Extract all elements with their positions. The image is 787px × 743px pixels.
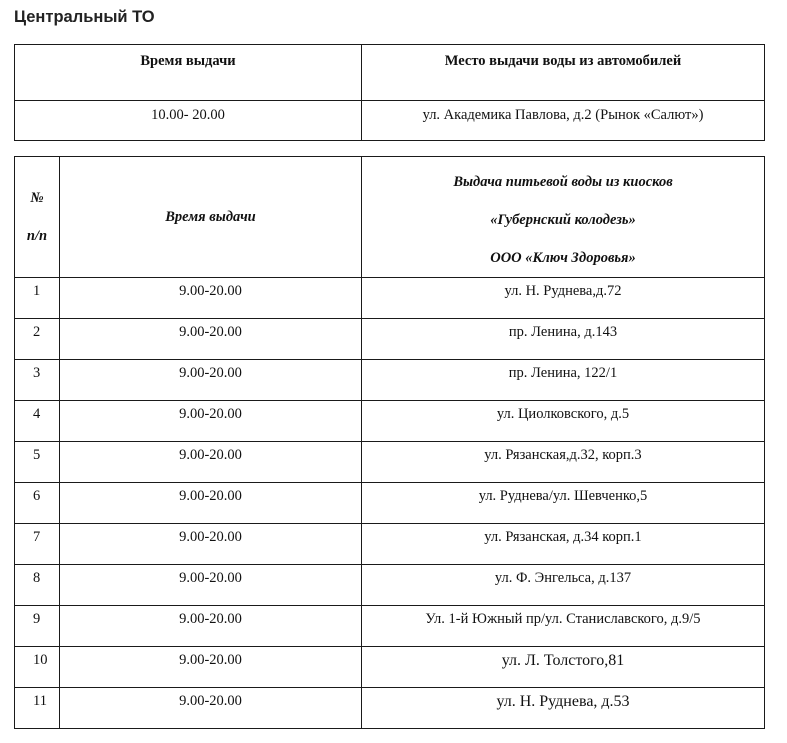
cell-time: 10.00- 20.00 bbox=[15, 101, 362, 141]
col-header-number bbox=[15, 157, 60, 278]
table-row bbox=[15, 524, 765, 565]
cell-number: 5 bbox=[15, 442, 60, 483]
cell-number: 10 bbox=[15, 647, 60, 688]
section-heading: Центральный ТО bbox=[14, 8, 155, 26]
cell-place: ул. Академика Павлова, д.2 (Рынок «Салют») bbox=[362, 101, 765, 141]
cell-time: 9.00-20.00 bbox=[60, 360, 362, 401]
cell-number: 9 bbox=[15, 606, 60, 647]
col-header-place bbox=[362, 157, 765, 278]
cell-number: 11 bbox=[15, 688, 60, 729]
table-row bbox=[15, 360, 765, 401]
col-header-place-line1: Выдача питьевой воды из киосков bbox=[453, 174, 673, 190]
table-row bbox=[15, 688, 765, 729]
cell-place: ул. Ф. Энгельса, д.137 bbox=[362, 565, 765, 606]
cell-time: 9.00-20.00 bbox=[60, 278, 362, 319]
cell-place: ул. Н. Руднева,д.72 bbox=[362, 278, 765, 319]
table-row bbox=[15, 101, 765, 141]
col-header-time: Время выдачи bbox=[60, 157, 362, 278]
table-row bbox=[15, 647, 765, 688]
cell-place: пр. Ленина, 122/1 bbox=[362, 360, 765, 401]
cell-place: ул. Циолковского, д.5 bbox=[362, 401, 765, 442]
col-header-number-line1: № bbox=[30, 190, 44, 206]
table-row bbox=[15, 319, 765, 360]
cell-time: 9.00-20.00 bbox=[60, 606, 362, 647]
cell-number: 4 bbox=[15, 401, 60, 442]
col-header-place-line3: ООО «Ключ Здоровья» bbox=[490, 250, 636, 266]
cell-number: 1 bbox=[15, 278, 60, 319]
col-header-place: Место выдачи воды из автомобилей bbox=[362, 45, 765, 101]
cell-time: 9.00-20.00 bbox=[60, 483, 362, 524]
cell-number: 2 bbox=[15, 319, 60, 360]
col-header-place-line2: «Губернский колодезь» bbox=[490, 212, 636, 228]
table-row bbox=[15, 565, 765, 606]
kiosk-distribution-table bbox=[14, 156, 765, 729]
cell-number: 3 bbox=[15, 360, 60, 401]
cell-place: Ул. 1-й Южный пр/ул. Станиславского, д.9/5 bbox=[362, 606, 765, 647]
truck-distribution-table bbox=[14, 44, 765, 141]
table-row bbox=[15, 483, 765, 524]
cell-time: 9.00-20.00 bbox=[60, 401, 362, 442]
table-header-row bbox=[15, 157, 765, 278]
cell-number: 8 bbox=[15, 565, 60, 606]
cell-number: 6 bbox=[15, 483, 60, 524]
cell-place: ул. Рязанская, д.34 корп.1 bbox=[362, 524, 765, 565]
cell-place: ул. Н. Руднева, д.53 bbox=[362, 688, 765, 729]
table-row bbox=[15, 442, 765, 483]
col-header-number-line2: п/п bbox=[26, 228, 48, 244]
cell-place: ул. Л. Толстого,81 bbox=[362, 647, 765, 688]
cell-place: пр. Ленина, д.143 bbox=[362, 319, 765, 360]
cell-time: 9.00-20.00 bbox=[60, 688, 362, 729]
cell-place: ул. Рязанская,д.32, корп.3 bbox=[362, 442, 765, 483]
col-header-time: Время выдачи bbox=[15, 45, 362, 101]
cell-number: 7 bbox=[15, 524, 60, 565]
table-row bbox=[15, 401, 765, 442]
cell-time: 9.00-20.00 bbox=[60, 565, 362, 606]
table-row bbox=[15, 278, 765, 319]
cell-time: 9.00-20.00 bbox=[60, 442, 362, 483]
cell-time: 9.00-20.00 bbox=[60, 647, 362, 688]
cell-time: 9.00-20.00 bbox=[60, 524, 362, 565]
cell-time: 9.00-20.00 bbox=[60, 319, 362, 360]
table-header-row bbox=[15, 45, 765, 101]
cell-place: ул. Руднева/ул. Шевченко,5 bbox=[362, 483, 765, 524]
table-row bbox=[15, 606, 765, 647]
